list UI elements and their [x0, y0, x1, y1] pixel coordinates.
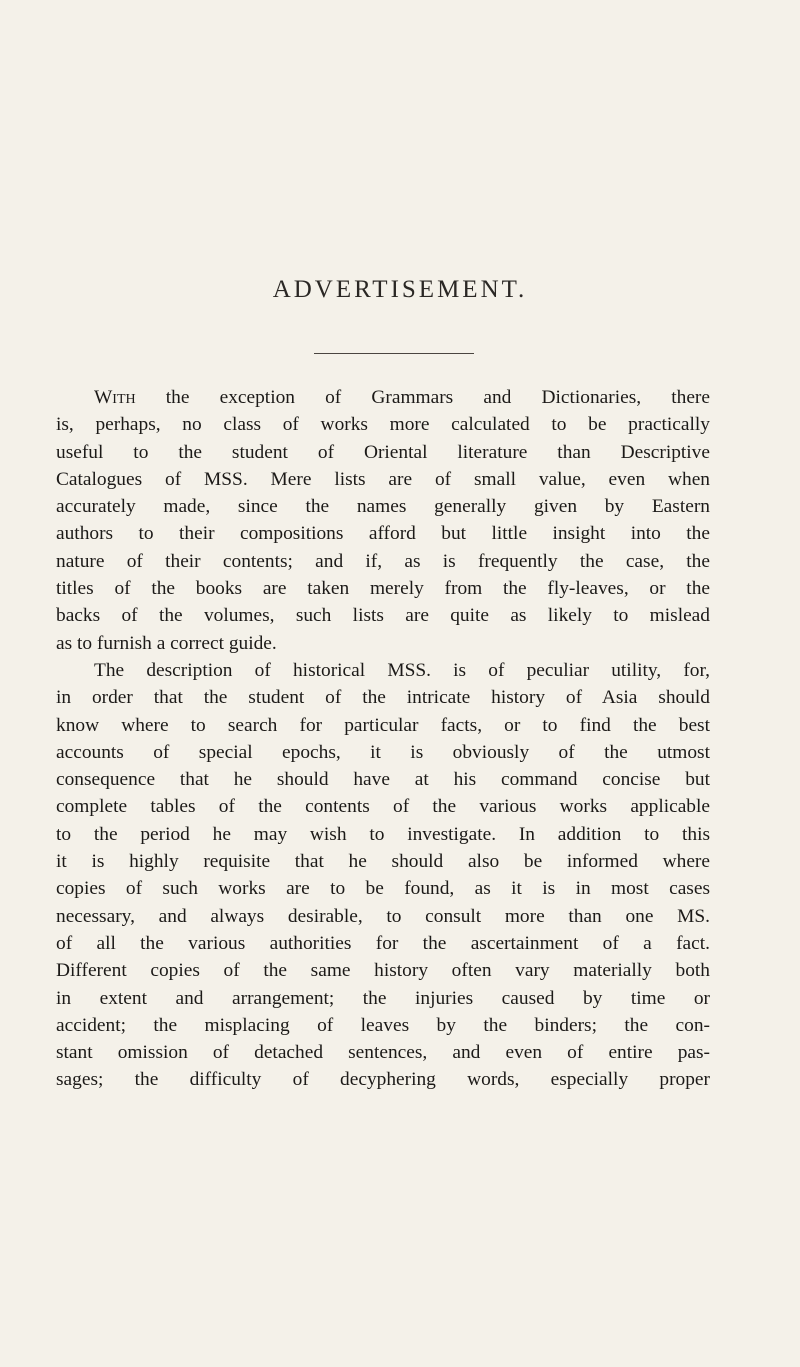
text-line: complete tables of the contents of the various works applicable [56, 796, 710, 818]
text-line: necessary, and always desirable, to consult more than one MS. [56, 905, 710, 927]
text-line: sages; the difficulty of decyphering words, especially proper [56, 1069, 710, 1091]
text-line: accident; the misplacing of leaves by the binders; the con- [56, 1014, 710, 1036]
text-line: is, perhaps, no class of works more calculated to be practically [56, 414, 710, 436]
text-line: Catalogues of MSS. Mere lists are of small value, even when [56, 468, 710, 490]
text-line: it is highly requisite that he should also be informed where [56, 851, 710, 873]
text-line: stant omission of detached sentences, and even of entire pas- [56, 1042, 710, 1064]
text-line: consequence that he should have at his command concise but [56, 769, 710, 791]
text-line: Different copies of the same history often vary materially both [56, 960, 710, 982]
page-heading: ADVERTISEMENT. [272, 276, 528, 303]
text-line: know where to search for particular facts, or to find the best [56, 714, 710, 736]
text-line: accurately made, since the names generally given by Eastern [56, 496, 710, 518]
text-line: nature of their contents; and if, as is frequently the case, the [56, 550, 710, 572]
text-line: With the exception of Grammars and Dictionaries, there [94, 387, 710, 408]
text-line: in extent and arrangement; the injuries caused by time or [56, 987, 710, 1009]
lead-word: With [94, 387, 136, 408]
text-line: copies of such works are to be found, as it is in most cases [56, 878, 710, 900]
heading-rule [314, 353, 474, 354]
text-line: as to furnish a correct guide. [56, 632, 277, 654]
text-line: authors to their compositions afford but little insight into the [56, 523, 710, 545]
text-line: backs of the volumes, such lists are quite as likely to mislead [56, 605, 710, 627]
text-line: in order that the student of the intricate history of Asia should [56, 687, 710, 709]
text-line: useful to the student of Oriental literature than Descriptive [56, 441, 710, 463]
body-text [56, 384, 710, 1094]
text-line: accounts of special epochs, it is obviously of the utmost [56, 741, 710, 763]
text-line: of all the various authorities for the ascertainment of a fact. [56, 932, 710, 954]
text-line: The description of historical MSS. is of peculiar utility, for, [94, 659, 710, 681]
text-line: titles of the books are taken merely from the fly-leaves, or the [56, 578, 710, 600]
text-line: to the period he may wish to investigate. In addition to this [56, 823, 710, 845]
